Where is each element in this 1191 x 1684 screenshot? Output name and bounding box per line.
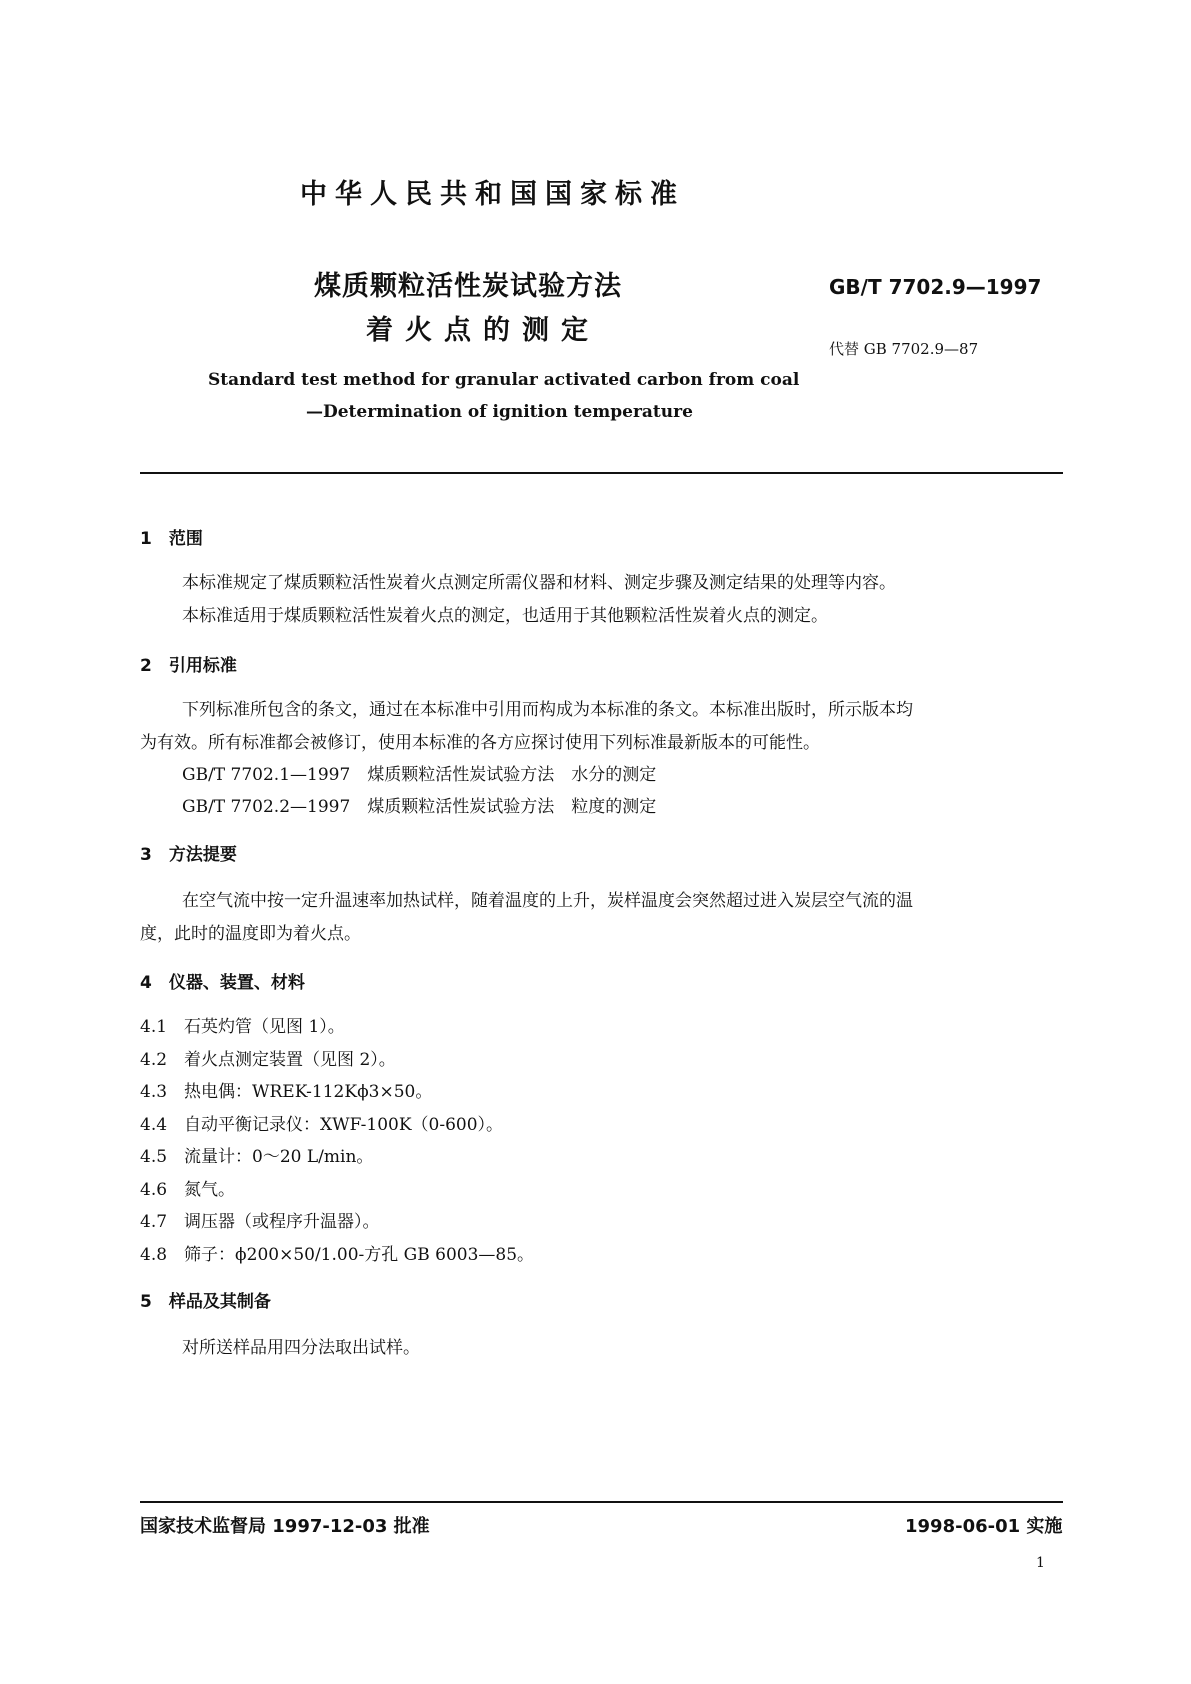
approval-date: 国家技术监督局 1997-12-03 批准 xyxy=(140,1516,430,1537)
replaces-standard: 代替 GB 7702.9—87 xyxy=(829,340,979,358)
english-title-line2: —Determination of ignition temperature xyxy=(306,402,693,422)
standard-number: GB/T 7702.9—1997 xyxy=(829,275,1042,299)
chinese-title-line1: 煤质颗粒活性炭试验方法 xyxy=(314,271,622,302)
item-4-3: 4.3 热电偶：WREK-112Kϕ3×50。 xyxy=(140,1082,433,1102)
effective-date: 1998-06-01 实施 xyxy=(905,1516,1063,1537)
item-4-8: 4.8 筛子：ϕ200×50/1.00-方孔 GB 6003—85。 xyxy=(140,1245,535,1265)
item-4-6: 4.6 氮气。 xyxy=(140,1180,236,1200)
section-2-paragraph-line2: 为有效。所有标准都会被修订，使用本标准的各方应探讨使用下列标准最新版本的可能性。 xyxy=(140,733,820,753)
header-divider xyxy=(140,472,1063,474)
item-4-2: 4.2 着火点测定装置（见图 2）。 xyxy=(140,1050,396,1070)
national-standard-title: 中华人民共和国国家标准 xyxy=(300,179,685,210)
english-title-line1: Standard test method for granular activated carbon from coal xyxy=(208,370,800,390)
section-3-paragraph-line2: 度，此时的温度即为着火点。 xyxy=(140,924,361,944)
section-2-paragraph-line1: 下列标准所包含的条文，通过在本标准中引用而构成为本标准的条文。本标准出版时，所示版本均 xyxy=(182,700,913,720)
item-4-7: 4.7 调压器（或程序升温器）。 xyxy=(140,1212,380,1232)
section-5-paragraph: 对所送样品用四分法取出试样。 xyxy=(182,1338,420,1358)
footer-divider xyxy=(140,1501,1063,1503)
reference-standard-1: GB/T 7702.1—1997 煤质颗粒活性炭试验方法 水分的测定 xyxy=(182,765,657,785)
item-4-5: 4.5 流量计：0～20 L/min。 xyxy=(140,1147,374,1167)
reference-standard-2: GB/T 7702.2—1997 煤质颗粒活性炭试验方法 粒度的测定 xyxy=(182,797,657,817)
section-5-heading: 5 样品及其制备 xyxy=(140,1292,271,1312)
section-1-heading: 1 范围 xyxy=(140,529,203,549)
section-3-heading: 3 方法提要 xyxy=(140,845,237,865)
section-1-paragraph-2: 本标准适用于煤质颗粒活性炭着火点的测定，也适用于其他颗粒活性炭着火点的测定。 xyxy=(182,606,828,626)
item-4-4: 4.4 自动平衡记录仪：XWF-100K（0-600）。 xyxy=(140,1115,504,1135)
section-1-paragraph-1: 本标准规定了煤质颗粒活性炭着火点测定所需仪器和材料、测定步骤及测定结果的处理等内容。 xyxy=(182,573,896,593)
section-3-paragraph-line1: 在空气流中按一定升温速率加热试样，随着温度的上升，炭样温度会突然超过进入炭层空气流的温 xyxy=(182,891,913,911)
section-2-heading: 2 引用标准 xyxy=(140,656,237,676)
page-number: 1 xyxy=(1036,1555,1045,1571)
section-4-heading: 4 仪器、装置、材料 xyxy=(140,973,305,993)
item-4-1: 4.1 石英灼管（见图 1）。 xyxy=(140,1017,345,1037)
chinese-title-line2: 着火点的测定 xyxy=(366,315,600,346)
